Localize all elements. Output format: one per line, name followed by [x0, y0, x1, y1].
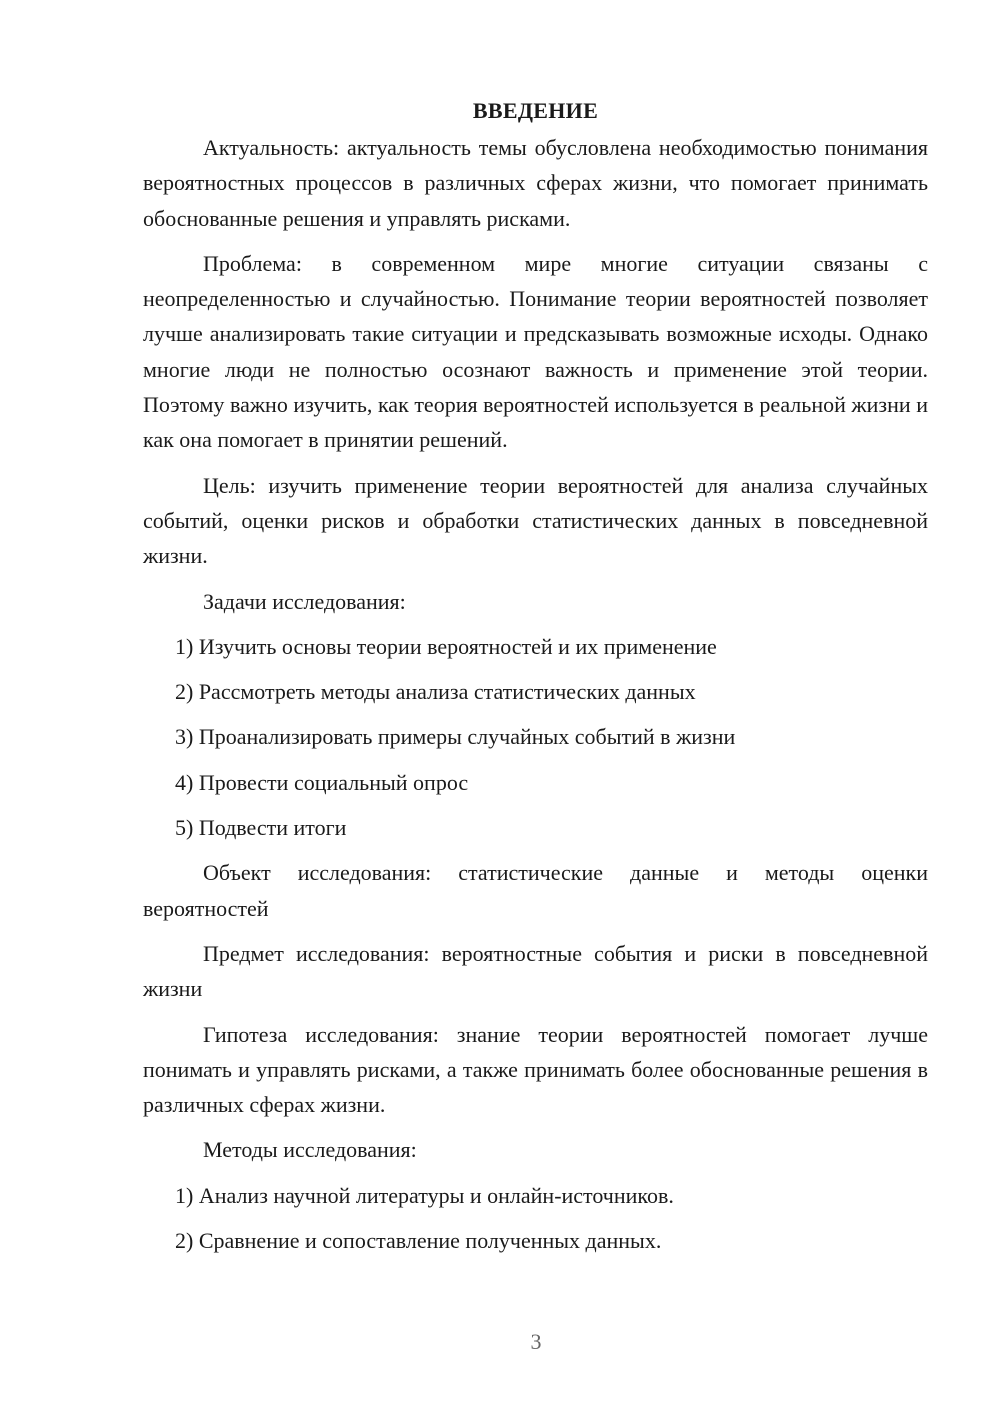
- list-item: 5) Подвести итоги: [175, 815, 347, 841]
- hypothesis-paragraph: Гипотеза исследования: знание теории вероятностей помогает лучше понимать и управлять рисками, а также принимать более обоснованные решения в различных сферах жизни.: [143, 1021, 928, 1118]
- relevance-paragraph: Актуальность: актуальность темы обусловлена необходимостью понимания вероятностных процессов в различных сферах жизни, что помогает принимать обоснованные решения и управлять рисками.: [143, 135, 928, 231]
- section-title: ВВЕДЕНИЕ: [472, 98, 599, 123]
- subject-paragraph: Предмет исследования: вероятностные события и риски в повседневной жизни: [143, 940, 928, 1002]
- object-paragraph: Объект исследования: статистические данные и методы оценки вероятностей: [143, 860, 928, 921]
- list-item: 1) Изучить основы теории вероятностей и их применение: [175, 633, 717, 659]
- list-item: 2) Рассмотреть методы анализа статистических данных: [175, 679, 696, 705]
- page-number: 3: [530, 1329, 542, 1354]
- methods-list: [143, 1178, 928, 1259]
- list-item: 2) Сравнение и сопоставление полученных данных.: [175, 1228, 662, 1254]
- tasks-heading: Задачи исследования:: [203, 588, 406, 614]
- methods-heading: Методы исследования:: [203, 1137, 417, 1163]
- list-item: 1) Анализ научной литературы и онлайн-источников.: [175, 1182, 674, 1208]
- goal-paragraph: Цель: изучить применение теории вероятностей для анализа случайных событий, оценки рисков и обработки статистических данных в повседневной жизни.: [143, 472, 928, 569]
- list-item: 4) Провести социальный опрос: [175, 769, 469, 795]
- list-item: 3) Проанализировать примеры случайных событий в жизни: [175, 724, 736, 750]
- problem-paragraph: Проблема: в современном мире многие ситуации связаны с неопределенностью и случайностью. Понимание теории вероятностей позволяет лучше анализировать такие ситуации и предсказывать возможные исходы. Однако многие люди не полностью осознают важность и применение этой теории. Поэтому важно изучить, как теория вероятностей используется в реальной жизни и как она помогает в принятии решений.: [143, 250, 928, 453]
- tasks-list: [143, 629, 928, 845]
- document-page: [143, 93, 928, 1268]
